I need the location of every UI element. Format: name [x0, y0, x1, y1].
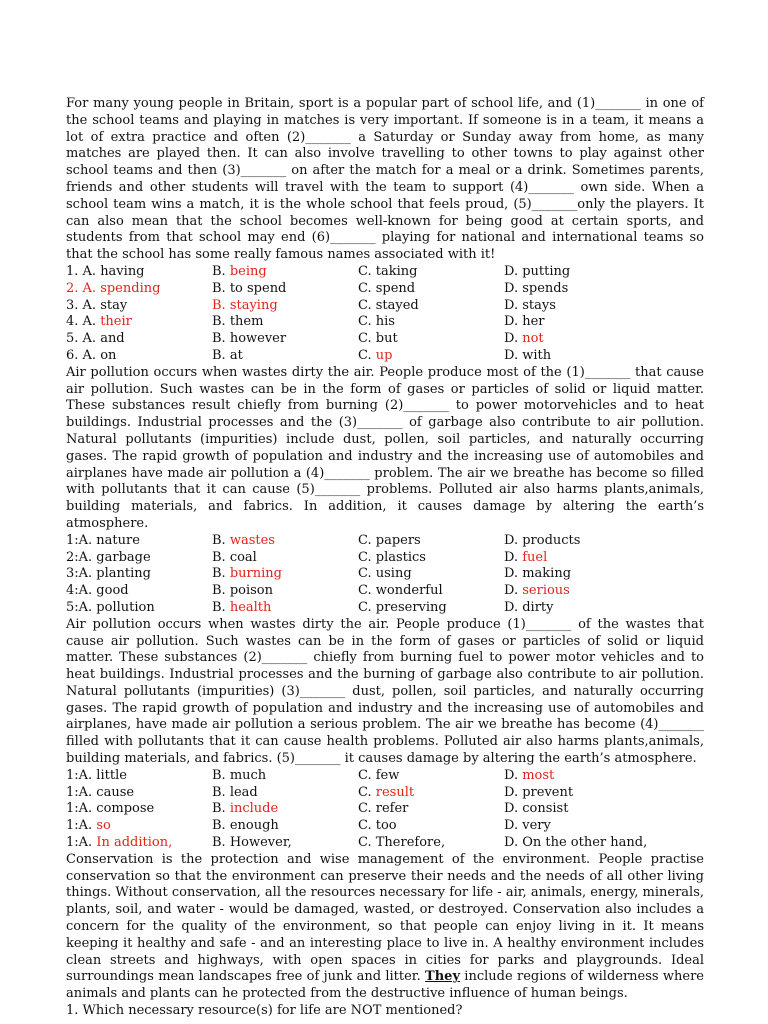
option-1-d [504, 768, 704, 785]
answer-highlight: being [229, 263, 267, 279]
option-4-b [212, 583, 358, 600]
passage-4-text-after: include regions of wilderness where animals and plants can he protected from the destructive influence of human beings. [66, 969, 704, 1002]
option-5-a [66, 331, 212, 348]
option-label: D. spends [504, 280, 569, 296]
option-label: 1:A. nature [66, 532, 140, 548]
option-2-c [358, 785, 504, 802]
answer-highlight: most [522, 767, 555, 783]
option-1-b [212, 264, 358, 281]
option-label: B. poison [212, 583, 273, 599]
option-5-b [212, 835, 358, 852]
option-5-d [504, 835, 704, 852]
option-label: B. [212, 566, 230, 582]
option-3-b [212, 566, 358, 583]
option-2-b [212, 281, 358, 298]
answer-highlight: up [375, 347, 393, 363]
option-label: D. with [504, 347, 552, 363]
option-6-b [212, 348, 358, 365]
option-3-a [66, 566, 212, 583]
option-3-d [504, 298, 704, 315]
option-label: B. [212, 532, 230, 548]
answer-highlight: result [375, 784, 415, 800]
option-1-a [66, 768, 212, 785]
passage-3: Air pollution occurs when wastes dirty the air. People produce (1)_______ of the wastes that cause air pollution. Such wastes can be in the form of gases or particles of solid or liquid matter. These substances (2)_______ chiefly from burning fuel to power motor vehicles and to heat buildings. Industrial processes and the burning of garbage also contribute to air pollution. Natural pollutants (impurities) (3)_______ dust, pollen, soil particles, and naturally occurring gases. The rapid growth of population and industry and the increasing use of automobiles and airplanes, have made air pollution a serious problem. The air we breathe has become (4)_______ filled with pollutants that it can cause health problems. Polluted air also harms plants,animals, building materials, and fabrics. (5)_______ it causes damage by altering the earth’s atmosphere. [66, 616, 704, 767]
option-label: D. very [504, 818, 551, 834]
option-label: D. [504, 549, 523, 565]
option-1-a [66, 264, 212, 281]
answer-highlight: In addition, [96, 835, 173, 851]
option-label: 4:A. good [66, 583, 129, 599]
passage-3-options [66, 768, 704, 852]
option-2-b [212, 785, 358, 802]
option-label: C. refer [358, 801, 409, 817]
option-3-b [212, 801, 358, 818]
option-label: B. to spend [212, 280, 287, 296]
option-label: D. putting [504, 263, 571, 279]
underlined-word: They [425, 969, 460, 985]
option-5-a [66, 835, 212, 852]
option-label: 5. A. and [66, 331, 125, 347]
option-label: C. his [358, 314, 395, 330]
option-1-c [358, 264, 504, 281]
option-3-a [66, 298, 212, 315]
option-label: D. [504, 767, 523, 783]
option-label: 3:A. planting [66, 566, 151, 582]
option-3-b [212, 298, 358, 315]
option-label: 1:A. [66, 818, 97, 834]
option-label: 6. A. on [66, 347, 117, 363]
option-2-a [66, 550, 212, 567]
option-label: D. dirty [504, 599, 554, 615]
option-2-d [504, 550, 704, 567]
option-label: B. [212, 599, 230, 615]
option-label: C. papers [358, 532, 421, 548]
option-label: C. wonderful [358, 583, 443, 599]
passage-1-options [66, 264, 704, 365]
option-4-a [66, 314, 212, 331]
option-5-c [358, 331, 504, 348]
passage-2: Air pollution occurs when wastes dirty the air. People produce most of the (1)_______ that cause air pollution. Such wastes can be in the form of gases or particles of solid or liquid matter. These substances result chiefly from burning (2)_______ to power motorvehicles and to heat buildings. Industrial processes and the (3)_______ of garbage also contribute to air pollution. Natural pollutants (impurities) include dust, pollen, soil particles, and naturally occurring gases. The rapid growth of population and industry and the increasing use of automobiles and airplanes have made air pollution a (4)_______ problem. The air we breathe has become so filled with pollutants that it can cause (5)_______ problems. Polluted air also harms plants,animals, building materials, and fabrics. In addition, it causes damage by altering the earth’s atmosphere. [66, 364, 704, 531]
answer-highlight: B. staying [212, 297, 278, 313]
answer-highlight: 2. A. spending [66, 280, 161, 296]
option-3-c [358, 566, 504, 583]
passage-4 [66, 852, 704, 1003]
option-3-c [358, 801, 504, 818]
passage-4-text-before: Conservation is the protection and wise management of the environment. People practise conservation so that the environment can preserve their needs and the needs of all other living things. Without conservation, all the resources necessary for life - air, animals, energy, minerals, plants, soil, and water - would be damaged, wasted, or destroyed. Conservation also includes a concern for the quality of the environment, so that people can enjoy living in it. It means keeping it healthy and safe - and an interesting place to live in. A healthy environment includes clean streets and highways, with open spaces in cities for parks and playgrounds. Ideal surroundings mean landscapes free of junk and litter. [66, 851, 704, 985]
answer-highlight: fuel [522, 549, 548, 565]
option-label: C. Therefore, [358, 835, 446, 851]
option-label: B. much [212, 767, 267, 783]
option-2-c [358, 550, 504, 567]
option-label: C. [358, 784, 376, 800]
option-5-c [358, 600, 504, 617]
option-1-c [358, 533, 504, 550]
option-3-a [66, 801, 212, 818]
option-label: 3. A. stay [66, 297, 128, 313]
option-label: B. lead [212, 784, 258, 800]
option-5-c [358, 835, 504, 852]
option-label: B. However, [212, 835, 292, 851]
option-6-c [358, 348, 504, 365]
option-label: D. prevent [504, 784, 574, 800]
option-label: 1:A. little [66, 767, 127, 783]
option-4-b [212, 818, 358, 835]
option-6-d [504, 348, 704, 365]
passage-1: For many young people in Britain, sport is a popular part of school life, and (1)_______ in one of the school teams and playing in matches is very important. If someone is in a team, it means a lot of extra practice and often (2)_______ a Saturday or Sunday away from home, as many matches are played then. It can also involve travelling to other towns to play against other school teams and then (3)_______ on after the match for a meal or a drink. Sometimes parents, friends and other students will travel with the team to support (4)_______ own side. When a school team wins a match, it is the whole school that feels proud, (5)_______only the players. It can also mean that the school becomes well-known for being good at certain sports, and students from that school may end (6)_______ playing for national and international teams so that the school has some really famous names associated with it! [66, 96, 704, 263]
option-label: C. stayed [358, 297, 419, 313]
option-label: B. coal [212, 549, 257, 565]
option-label: D. On the other hand, [504, 835, 648, 851]
option-label: 1:A. [66, 835, 97, 851]
answer-highlight: burning [229, 566, 282, 582]
option-label: D. [504, 331, 523, 347]
option-label: C. spend [358, 280, 416, 296]
option-label: D. consist [504, 801, 569, 817]
answer-highlight: serious [522, 583, 570, 599]
option-3-d [504, 801, 704, 818]
option-label: B. enough [212, 818, 279, 834]
option-label: C. too [358, 818, 397, 834]
option-5-d [504, 331, 704, 348]
option-label: B. them [212, 314, 264, 330]
option-2-d [504, 785, 704, 802]
option-label: B. however [212, 331, 287, 347]
option-4-c [358, 818, 504, 835]
option-2-d [504, 281, 704, 298]
question-1: 1. Which necessary resource(s) for life are NOT mentioned? [66, 1003, 463, 1019]
option-label: D. her [504, 314, 545, 330]
option-label: 1:A. cause [66, 784, 135, 800]
option-label: B. [212, 801, 230, 817]
option-5-d [504, 600, 704, 617]
option-label: 1. A. having [66, 263, 145, 279]
option-4-c [358, 583, 504, 600]
option-label: C. [358, 347, 376, 363]
option-label: 4. A. [66, 314, 101, 330]
option-4-d [504, 314, 704, 331]
option-4-d [504, 583, 704, 600]
option-5-a [66, 600, 212, 617]
answer-highlight: not [522, 331, 544, 347]
option-4-a [66, 818, 212, 835]
option-2-a [66, 785, 212, 802]
option-2-a [66, 281, 212, 298]
answer-highlight: their [100, 314, 132, 330]
option-5-b [212, 600, 358, 617]
option-2-b [212, 550, 358, 567]
option-4-d [504, 818, 704, 835]
option-label: 2:A. garbage [66, 549, 151, 565]
answer-highlight: include [229, 801, 279, 817]
option-label: D. products [504, 532, 581, 548]
option-1-b [212, 768, 358, 785]
worksheet-page [66, 96, 704, 1020]
option-1-b [212, 533, 358, 550]
option-label: C. but [358, 331, 398, 347]
option-label: C. few [358, 767, 400, 783]
option-label: D. [504, 583, 523, 599]
option-1-c [358, 768, 504, 785]
option-label: C. preserving [358, 599, 447, 615]
option-3-c [358, 298, 504, 315]
answer-highlight: wastes [229, 532, 275, 548]
option-5-b [212, 331, 358, 348]
option-label: 5:A. pollution [66, 599, 155, 615]
option-label: C. plastics [358, 549, 426, 565]
option-label: 1:A. compose [66, 801, 155, 817]
option-label: C. taking [358, 263, 418, 279]
option-4-c [358, 314, 504, 331]
option-label: D. stays [504, 297, 556, 313]
option-label: D. making [504, 566, 572, 582]
option-1-d [504, 264, 704, 281]
option-label: B. at [212, 347, 243, 363]
option-label: B. [212, 263, 230, 279]
option-2-c [358, 281, 504, 298]
option-1-d [504, 533, 704, 550]
option-label: C. using [358, 566, 412, 582]
passage-2-options [66, 533, 704, 617]
option-6-a [66, 348, 212, 365]
option-1-a [66, 533, 212, 550]
option-3-d [504, 566, 704, 583]
option-4-a [66, 583, 212, 600]
answer-highlight: health [229, 599, 272, 615]
option-4-b [212, 314, 358, 331]
answer-highlight: so [96, 818, 111, 834]
